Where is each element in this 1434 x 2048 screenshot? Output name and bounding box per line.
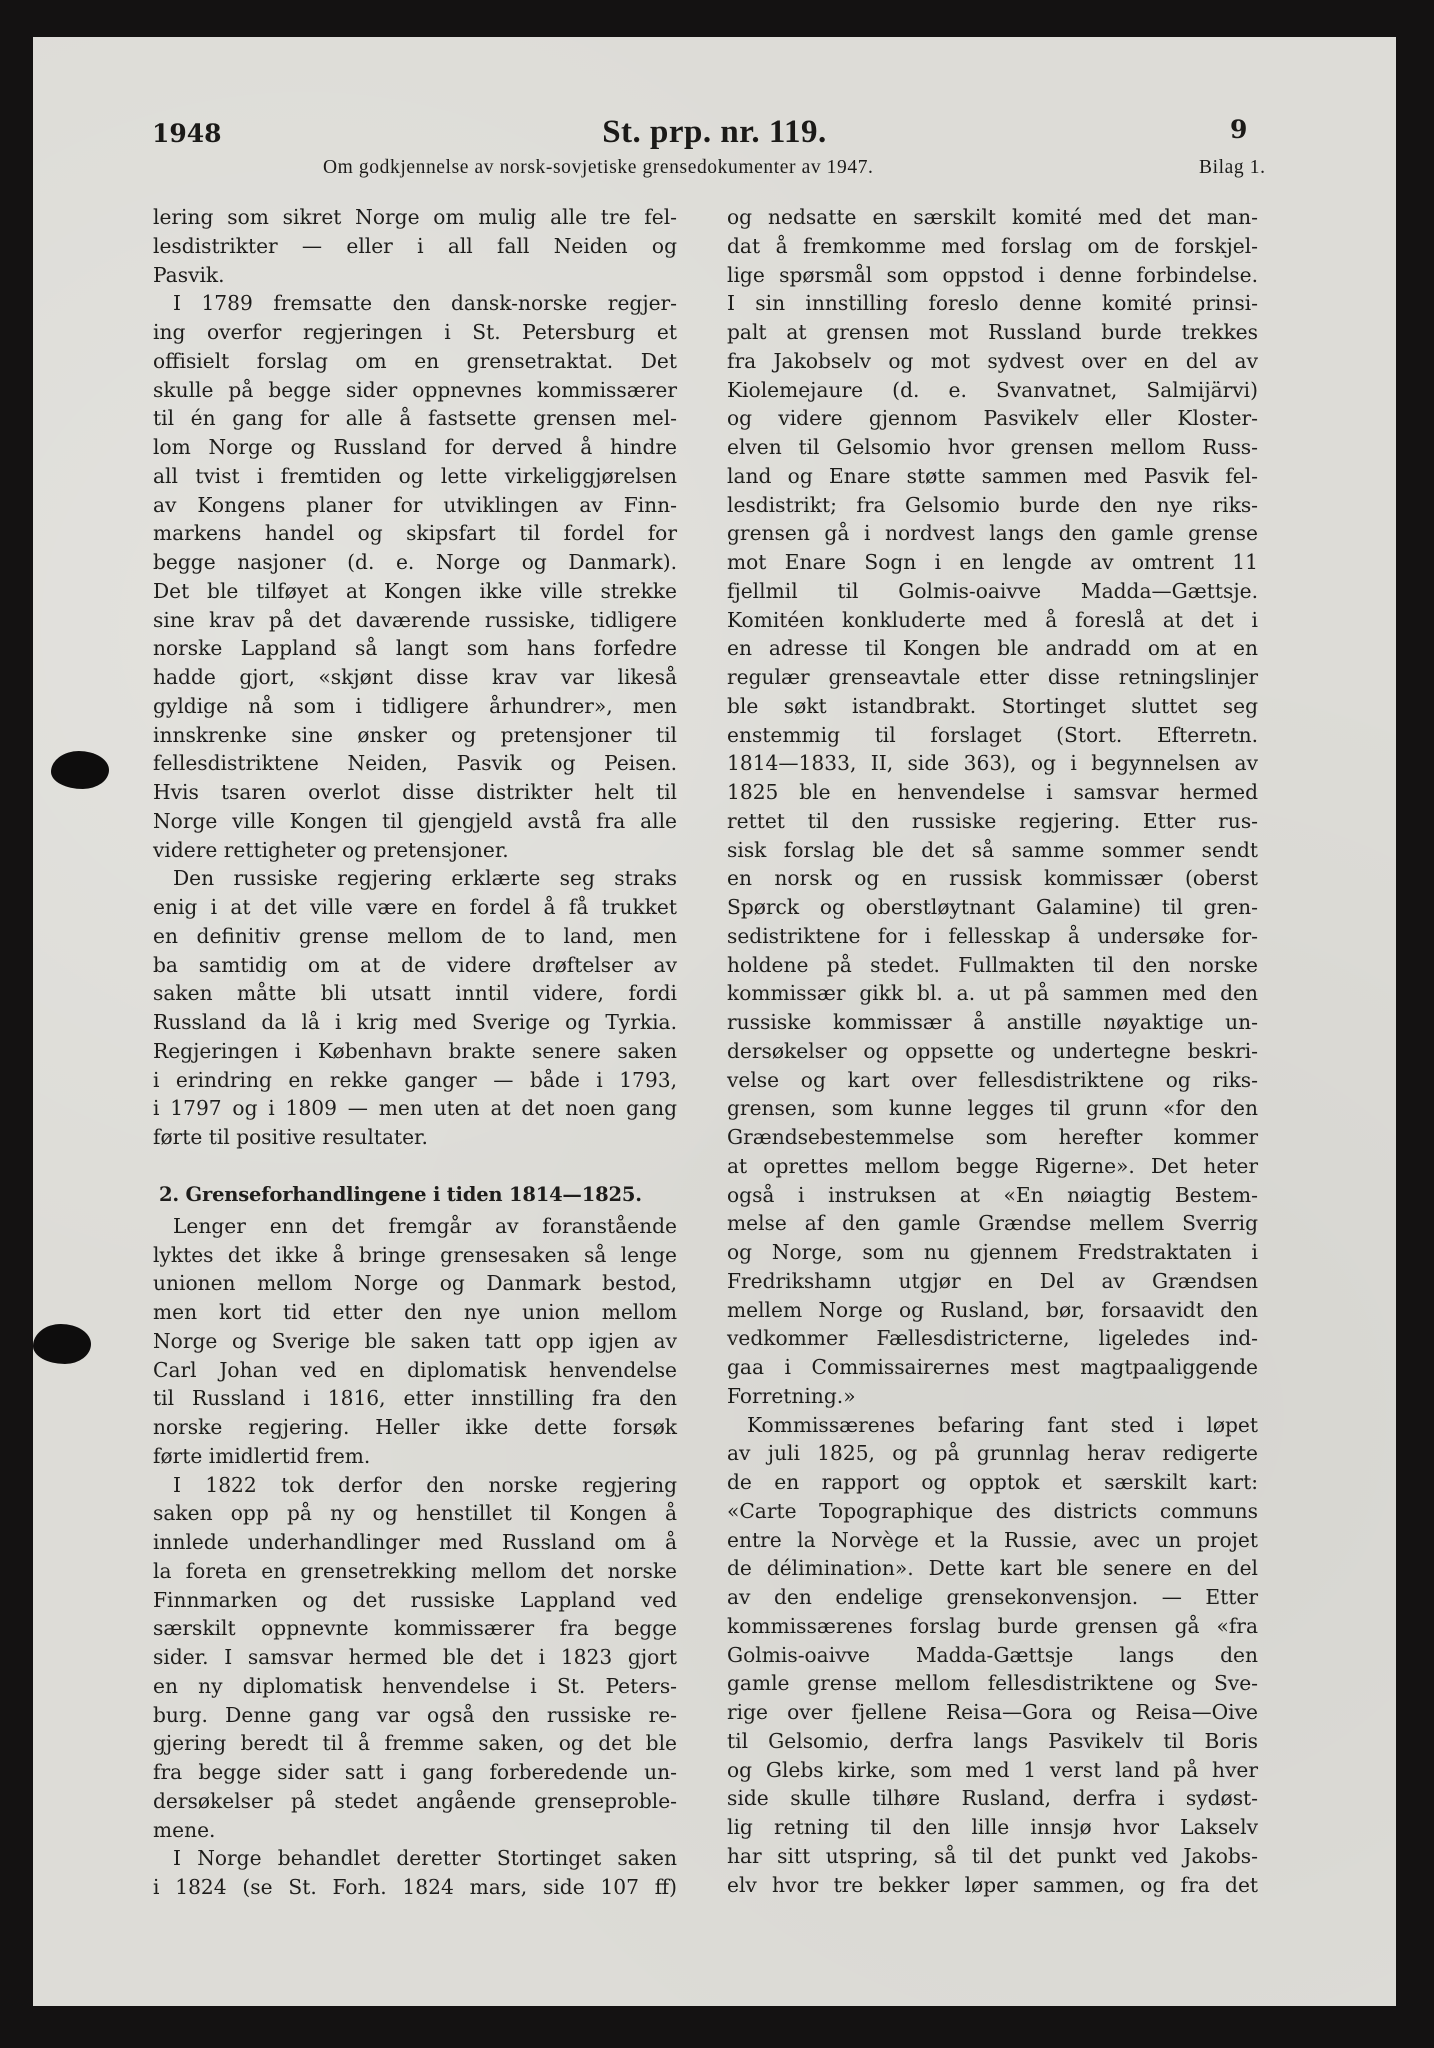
- page-number: 9: [1230, 115, 1248, 144]
- text-line: fellesdistriktene Neiden, Pasvik og Peisen.: [153, 751, 677, 776]
- text-line: særskilt oppnevnte kommissærer fra begge: [153, 1616, 677, 1641]
- text-line: I 1789 fremsatte den dansk-norske regjer-: [173, 291, 677, 316]
- text-line: dersøkelser på stedet angående grenseproble-: [153, 1788, 677, 1813]
- text-line: Kommissærenes befaring fant sted i løpet: [747, 1412, 1258, 1437]
- text-line: markens handel og skipsfart til fordel for: [153, 521, 677, 546]
- left-text-column: [153, 203, 677, 1902]
- text-line: i erindring en rekke ganger — både i 1793,: [153, 1067, 677, 1092]
- text-line: velse og kart over fellesdistriktene og riks-: [727, 1067, 1258, 1092]
- text-line: Russland da lå i krig med Sverige og Tyrkia.: [153, 1010, 677, 1034]
- text-line: rige over fjellene Reisa—Gora og Reisa—Oive: [727, 1700, 1258, 1724]
- text-line: entre la Norvège et la Russie, avec un projet: [727, 1527, 1258, 1552]
- text-line: rettet til den russiske regjering. Etter rus-: [727, 808, 1258, 833]
- text-line: norske Lappland så langt som hans forfedre: [153, 636, 677, 661]
- text-line: til Russland i 1816, etter innstilling fra den: [153, 1386, 677, 1411]
- text-line: enig i at det ville være en fordel å få trukket: [153, 895, 677, 919]
- text-line: Finnmarken og det russiske Lappland ved: [153, 1587, 677, 1612]
- section-heading: 2. Grenseforhandlingene i tiden 1814—1825.: [159, 1182, 642, 1206]
- text-line: Carl Johan ved en diplomatisk henvendelse: [153, 1357, 677, 1382]
- text-line: offisielt forslag om en grensetraktat. Det: [153, 348, 677, 373]
- text-line: sisk forslag ble det så samme sommer sendt: [727, 837, 1258, 862]
- text-line: burg. Denne gang var også den russiske re-: [153, 1702, 677, 1727]
- text-line: side skulle tilhøre Rusland, derfra i sydøst-: [727, 1786, 1258, 1811]
- text-line: fra begge sider satt i gang forberedende un-: [153, 1760, 677, 1784]
- text-line: Regjeringen i København brakte senere saken: [153, 1038, 677, 1063]
- text-line: I Norge behandlet deretter Stortinget saken: [173, 1846, 677, 1871]
- text-line: de délimination». Dette kart ble senere en del: [727, 1556, 1258, 1581]
- text-line: norske regjering. Heller ikke dette forsøk: [153, 1415, 677, 1439]
- text-line: Kiolemejaure (d. e. Svanvatnet, Salmijärvi): [727, 377, 1258, 402]
- right-text-column: [727, 203, 1258, 1899]
- text-line: en norsk og en russisk kommissær (oberst: [727, 866, 1258, 891]
- text-line: Hvis tsaren overlot disse distrikter helt til: [153, 780, 677, 804]
- text-line: unionen mellom Norge og Danmark bestod,: [153, 1271, 677, 1296]
- text-line: 1825 ble en henvendelse i samsvar hermed: [727, 780, 1258, 804]
- text-line: kommissærenes forslag burde grensen gå «fra: [727, 1613, 1258, 1638]
- punch-hole-mark: [33, 1324, 91, 1364]
- text-line: gjering beredt til å fremme saken, og det ble: [153, 1731, 677, 1756]
- text-line: av Kongens planer for utviklingen av Finn-: [153, 492, 677, 517]
- text-line: innskrenke sine ønsker og pretensjoner til: [153, 722, 677, 747]
- text-line: elven til Gelsomio hvor grensen mellom Russ-: [727, 435, 1258, 459]
- text-line: innlede underhandlinger med Russland om å: [153, 1530, 677, 1554]
- text-line: lyktes det ikke å bringe grensesaken så lenge: [153, 1242, 677, 1267]
- text-line: Norge ville Kongen til gjengjeld avstå fra alle: [153, 808, 677, 833]
- text-line: videre rettigheter og pretensjoner.: [153, 837, 509, 862]
- text-line: skulle på begge sider oppnevnes kommissærer: [153, 377, 677, 402]
- text-line: mene.: [153, 1817, 216, 1842]
- text-line: mellem Norge og Rusland, bør, forsaavidt den: [727, 1297, 1258, 1322]
- text-line: kommissær gikk bl. a. ut på sammen med den: [727, 981, 1258, 1006]
- text-line: la foreta en grensetrekking mellom det norske: [153, 1558, 677, 1583]
- document-title: St. prp. nr. 119.: [602, 114, 827, 150]
- text-line: gyldige nå som i tidligere århundrer», men: [153, 693, 677, 718]
- text-line: grensen, som kunne legges til grunn «for den: [727, 1096, 1258, 1121]
- text-line: all tvist i fremtiden og lette virkeliggjørelsen: [153, 463, 677, 488]
- text-line: russiske kommissær å anstille nøyaktige un-: [727, 1010, 1258, 1034]
- text-line: grensen gå i nordvest langs den gamle grense: [727, 521, 1258, 546]
- running-subtitle: Om godkjennelse av norsk-sovjetiske grensedokumenter av 1947.: [323, 157, 874, 178]
- text-line: gamle grense mellom fellesdistriktene og Sve-: [727, 1671, 1258, 1696]
- text-line: at oprettes mellom begge Rigerne». Det heter: [727, 1153, 1258, 1178]
- text-line: elv hvor tre bekker løper sammen, og fra det: [727, 1872, 1258, 1897]
- text-line: Den russiske regjering erklærte seg straks: [173, 866, 677, 891]
- text-line: i 1824 (se St. Forh. 1824 mars, side 107 ff): [153, 1875, 677, 1899]
- text-line: ing overfor regjeringen i St. Petersburg et: [153, 320, 677, 344]
- text-line: saken opp på ny og henstillet til Kongen å: [153, 1501, 677, 1526]
- text-line: lige spørsmål som oppstod i denne forbindelse.: [727, 262, 1258, 287]
- text-line: mot Enare Sogn i en lengde av omtrent 11: [727, 550, 1258, 574]
- text-line: gaa i Commissairernes mest magtpaaliggende: [727, 1355, 1258, 1379]
- text-line: fjellmil til Golmis-oaivve Madda—Gættsje.: [727, 578, 1258, 603]
- text-line: vedkommer Fællesdistricterne, ligeledes ind-: [727, 1326, 1258, 1351]
- appendix-label: Bilag 1.: [1199, 157, 1266, 178]
- text-line: ba samtidig om at de videre drøftelser av: [153, 952, 677, 977]
- text-line: men kort tid etter den nye union mellom: [153, 1300, 677, 1324]
- text-line: regulær grenseavtale etter disse retningslinjer: [727, 665, 1258, 689]
- punch-hole-mark: [51, 751, 109, 789]
- text-line: 1814—1833, II, side 363), og i begynnelsen av: [727, 751, 1258, 776]
- text-line: og Glebs kirke, som med 1 verst land på hver: [727, 1757, 1258, 1782]
- text-line: Grændsebestemmelse som herefter kommer: [727, 1125, 1258, 1149]
- text-line: dat å fremkomme med forslag om de forskjel-: [727, 233, 1258, 258]
- text-line: enstemmig til forslaget (Stort. Efterretn.: [727, 722, 1258, 747]
- text-line: til Gelsomio, derfra langs Pasvikelv til Boris: [727, 1728, 1258, 1753]
- text-line: hadde gjort, «skjønt disse krav var likeså: [153, 665, 677, 689]
- document-page: [33, 37, 1396, 2006]
- text-line: lering som sikret Norge om mulig alle tre fel-: [153, 205, 677, 229]
- header-year: 1948: [152, 119, 222, 148]
- text-line: en definitiv grense mellom de to land, men: [153, 923, 677, 948]
- text-line: har sitt utspring, så til det punkt ved Jakobs-: [727, 1843, 1258, 1868]
- text-line: og Norge, som nu gjennem Fredstraktaten i: [727, 1240, 1258, 1264]
- text-line: førte imidlertid frem.: [153, 1443, 371, 1468]
- text-line: land og Enare støtte sammen med Pasvik fel-: [727, 463, 1258, 488]
- text-line: «Carte Topographique des districts communs: [727, 1498, 1258, 1523]
- text-line: melse af den gamle Grændse mellem Sverrig: [727, 1211, 1258, 1236]
- text-line: en ny diplomatisk henvendelse i St. Peters-: [153, 1673, 677, 1698]
- text-line: Pasvik.: [153, 262, 225, 287]
- text-line: til én gang for alle å fastsette grensen mel-: [153, 406, 677, 431]
- text-line: også i instruksen at «En nøiagtig Bestem-: [727, 1182, 1258, 1207]
- text-line: lesdistrikter — eller i all fall Neiden og: [153, 233, 677, 258]
- text-line: fra Jakobselv og mot sydvest over en del av: [727, 348, 1258, 373]
- text-line: lom Norge og Russland for derved å hindre: [153, 435, 677, 459]
- text-line: I sin innstilling foreslo denne komité prinsi-: [727, 291, 1258, 316]
- text-line: sider. I samsvar hermed ble det i 1823 gjort: [153, 1645, 677, 1669]
- text-line: ble søkt istandbrakt. Stortinget sluttet seg: [727, 693, 1258, 718]
- text-line: Det ble tilføyet at Kongen ikke ville strekke: [153, 578, 677, 603]
- text-line: holdene på stedet. Fullmakten til den norske: [727, 952, 1258, 977]
- text-line: av den endelige grensekonvensjon. — Etter: [727, 1585, 1258, 1609]
- text-line: palt at grensen mot Russland burde trekkes: [727, 320, 1258, 344]
- text-line: Lenger enn det fremgår av foranstående: [173, 1213, 677, 1238]
- text-line: saken måtte bli utsatt inntil videre, fordi: [153, 981, 677, 1006]
- text-line: Komitéen konkluderte med å foreslå at det i: [727, 607, 1258, 632]
- text-line: Forretning.»: [727, 1383, 856, 1408]
- text-line: Fredrikshamn utgjør en Del av Grændsen: [727, 1268, 1258, 1293]
- text-line: Spørck og oberstløytnant Galamine) til gren-: [727, 895, 1258, 919]
- text-line: av juli 1825, og på grunnlag herav redigerte: [727, 1441, 1258, 1466]
- text-line: I 1822 tok derfor den norske regjering: [173, 1472, 677, 1497]
- text-line: sine krav på det daværende russiske, tidligere: [153, 607, 677, 632]
- text-line: sedistriktene for i fellesskap å undersøke for-: [727, 923, 1258, 948]
- text-line: begge nasjoner (d. e. Norge og Danmark).: [153, 550, 677, 574]
- text-line: førte til positive resultater.: [153, 1125, 428, 1149]
- text-line: lesdistrikt; fra Gelsomio burde den nye riks-: [727, 492, 1258, 517]
- text-line: Norge og Sverige ble saken tatt opp igjen av: [153, 1328, 677, 1353]
- text-line: og nedsatte en særskilt komité med det man-: [727, 205, 1258, 229]
- text-line: dersøkelser og oppsette og undertegne beskri-: [727, 1038, 1258, 1063]
- text-line: de en rapport og opptok et særskilt kart:: [727, 1470, 1258, 1494]
- text-line: i 1797 og i 1809 — men uten at det noen gang: [153, 1096, 677, 1121]
- text-line: Golmis-oaivve Madda-Gættsje langs den: [727, 1642, 1258, 1667]
- text-line: og videre gjennom Pasvikelv eller Kloster-: [727, 406, 1258, 431]
- text-line: lig retning til den lille innsjø hvor Lakselv: [727, 1815, 1258, 1839]
- text-line: en adresse til Kongen ble andradd om at en: [727, 636, 1258, 661]
